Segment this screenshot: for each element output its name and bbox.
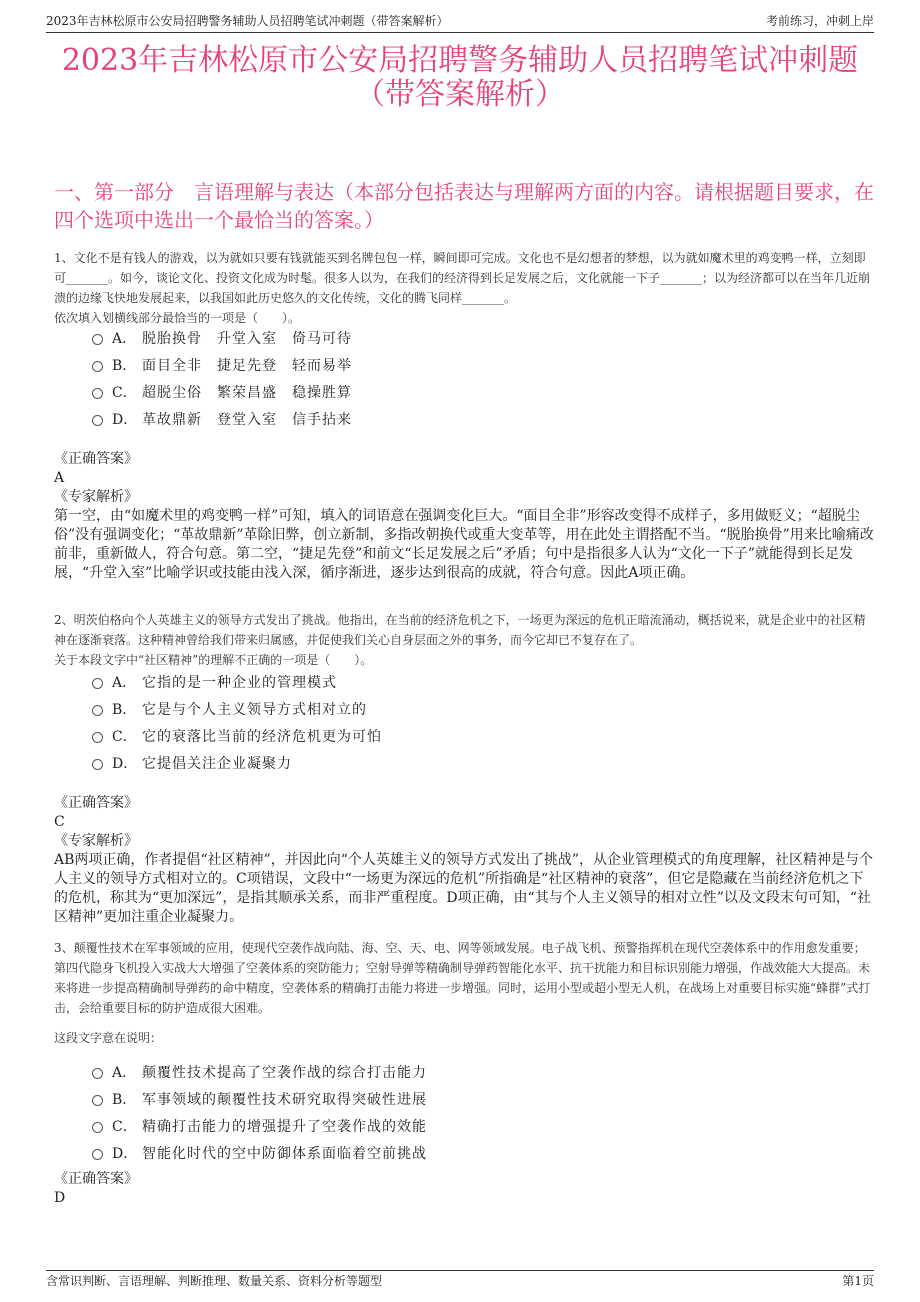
option-d[interactable]: D． 智能化时代的空中防御体系面临着空前挑战 [92, 1139, 427, 1166]
header-doc-title: 2023年吉林松原市公安局招聘警务辅助人员招聘笔试冲刺题（带答案解析） [46, 14, 449, 28]
title-line-2: （带答案解析） [355, 77, 565, 112]
answer-value: C [54, 814, 65, 830]
question-1-text: 1、文化不是有钱人的游戏，以为就如只要有钱就能买到名牌包包一样，瞬间即可完成。文化也不是幻想者的梦想，以为就如魔术里的鸡变鸭一样，立刻即可_______。如今，谈论文化、投资文化成为时髦。很多人以为，在我们的经济得到长足发展之后，文化就能一下子_______；以为经济都可以在当年几近崩溃的边缘飞快地发展起来，以我国如此历史悠久的文化传统，文化的腾飞同样_______。 [54, 251, 871, 305]
question-3-options [92, 1058, 427, 1166]
option-b[interactable]: B． 面目全非 捷足先登 轻而易举 [92, 351, 352, 378]
page-header [46, 10, 874, 33]
radio-icon[interactable] [92, 759, 103, 770]
option-b[interactable]: B． 它是与个人主义领导方式相对立的 [92, 695, 382, 722]
option-b[interactable]: B． 军事领域的颠覆性技术研究取得突破性进展 [92, 1085, 427, 1112]
footer-note: 含常识判断、言语理解、判断推理、数量关系、资料分析等题型 [46, 1274, 383, 1288]
page-footer [46, 1270, 874, 1291]
answer-label: 《正确答案》 [54, 451, 138, 467]
radio-icon[interactable] [92, 1095, 103, 1106]
answer-label: 《正确答案》 [54, 795, 138, 811]
analysis-label: 《专家解析》 [54, 833, 138, 849]
radio-icon[interactable] [92, 361, 103, 372]
radio-icon[interactable] [92, 1068, 103, 1079]
answer-label: 《正确答案》 [54, 1171, 138, 1187]
question-3-prompt: 这段文字意在说明： [54, 1031, 163, 1045]
question-2-options [92, 668, 382, 776]
radio-icon[interactable] [92, 705, 103, 716]
option-d[interactable]: D． 它提倡关注企业凝聚力 [92, 749, 382, 776]
question-1 [54, 248, 874, 328]
analysis-text: AB两项正确，作者提倡“社区精神”，并因此向“个人英雄主义的领导方式发出了挑战”，从企业管理模式的角度理解，社区精神是与个人主义的领导方式相对立的。C项错误，文段中“一场更为深远的危机”所指确是“社区精神的衰落”，但它是隐藏在当前经济危机之下的危机，称其为“更加深远”，是指其顺承关系，而非严重程度。D项正确，由“其与个人主义领导的相对立性”以及文段末句可知，“社区精神”更加注重企业凝聚力。 [54, 852, 874, 925]
radio-icon[interactable] [92, 1122, 103, 1133]
question-3 [54, 938, 874, 1048]
question-2-prompt: 关于本段文字中“社区精神”的理解不正确的一项是（ ）。 [54, 653, 373, 667]
analysis-label: 《专家解析》 [54, 489, 138, 505]
radio-icon[interactable] [92, 415, 103, 426]
question-1-options [92, 324, 352, 432]
question-2-text: 2、明茨伯格向个人英雄主义的领导方式发出了挑战。他指出，在当前的经济危机之下，一场更为深远的危机正暗流涌动，概括说来，就是企业中的社区精神在逐渐衰落。这种精神曾给我们带来归属感，并促使我们关心自身层面之外的事务，而今它却已不复存在了。 [54, 613, 866, 647]
radio-icon[interactable] [92, 334, 103, 345]
question-3-text: 3、颠覆性技术在军事领域的应用，使现代空袭作战向陆、海、空、天、电、网等领域发展。电子战飞机、预警指挥机在现代空袭体系中的作用愈发重要；第四代隐身飞机投入实战大大增强了空袭体系的突防能力；空射导弹等精确制导弹药智能化水平、抗干扰能力和目标识别能力增强，作战效能大大提高。未来将进一步提高精确制导弹药的命中精度，空袭体系的精确打击能力将进一步增强。同时，运用小型或超小型无人机，在战场上对重要目标实施“蜂群”式打击，会给重要目标的防护造成很大困难。 [54, 941, 871, 1015]
question-3-answer-block [54, 1170, 874, 1208]
question-1-prompt: 依次填入划横线部分最恰当的一项是（ ）。 [54, 311, 301, 325]
option-a[interactable]: A． 颠覆性技术提高了空袭作战的综合打击能力 [92, 1058, 427, 1085]
question-1-answer-block [54, 450, 874, 583]
radio-icon[interactable] [92, 1149, 103, 1160]
title-line-1: 2023年吉林松原市公安局招聘警务辅助人员招聘笔试冲刺题 [61, 43, 859, 78]
option-d[interactable]: D． 革故鼎新 登堂入室 信手拈来 [92, 405, 352, 432]
option-c[interactable]: C． 它的衰落比当前的经济危机更为可怕 [92, 722, 382, 749]
option-a[interactable]: A． 脱胎换骨 升堂入室 倚马可待 [92, 324, 352, 351]
analysis-text: 第一空，由“如魔术里的鸡变鸭一样”可知，填入的词语意在强调变化巨大。“面目全非”形容改变得不成样子，多用做贬义；“超脱尘俗”没有强调变化；“革故鼎新”革除旧弊，创立新制，多指改朝换代或重大变革等，用在此处主谓搭配不当。“脱胎换骨”用来比喻痛改前非，重新做人，符合句意。第二空，“捷足先登”和前文“长足发展之后”矛盾；句中是指很多人认为“文化一下子”就能得到长足发展，“升堂入室”比喻学识或技能由浅入深，循序渐进，逐步达到很高的成就，符合句意。因此A项正确。 [54, 508, 874, 581]
section-heading: 一、第一部分 言语理解与表达（本部分包括表达与理解两方面的内容。请根据题目要求，在四个选项中选出一个最恰当的答案。） [54, 180, 874, 232]
question-2-answer-block [54, 794, 874, 927]
question-2 [54, 610, 874, 670]
option-c[interactable]: C． 精确打击能力的增强提升了空袭作战的效能 [92, 1112, 427, 1139]
answer-value: D [54, 1190, 66, 1206]
option-c[interactable]: C． 超脱尘俗 繁荣昌盛 稳操胜算 [92, 378, 352, 405]
option-a[interactable]: A． 它指的是一种企业的管理模式 [92, 668, 382, 695]
radio-icon[interactable] [92, 732, 103, 743]
document-title [40, 44, 880, 112]
page-number: 第1页 [842, 1274, 874, 1288]
radio-icon[interactable] [92, 678, 103, 689]
radio-icon[interactable] [92, 388, 103, 399]
answer-value: A [54, 470, 65, 486]
header-slogan: 考前练习，冲刺上岸 [765, 14, 874, 28]
